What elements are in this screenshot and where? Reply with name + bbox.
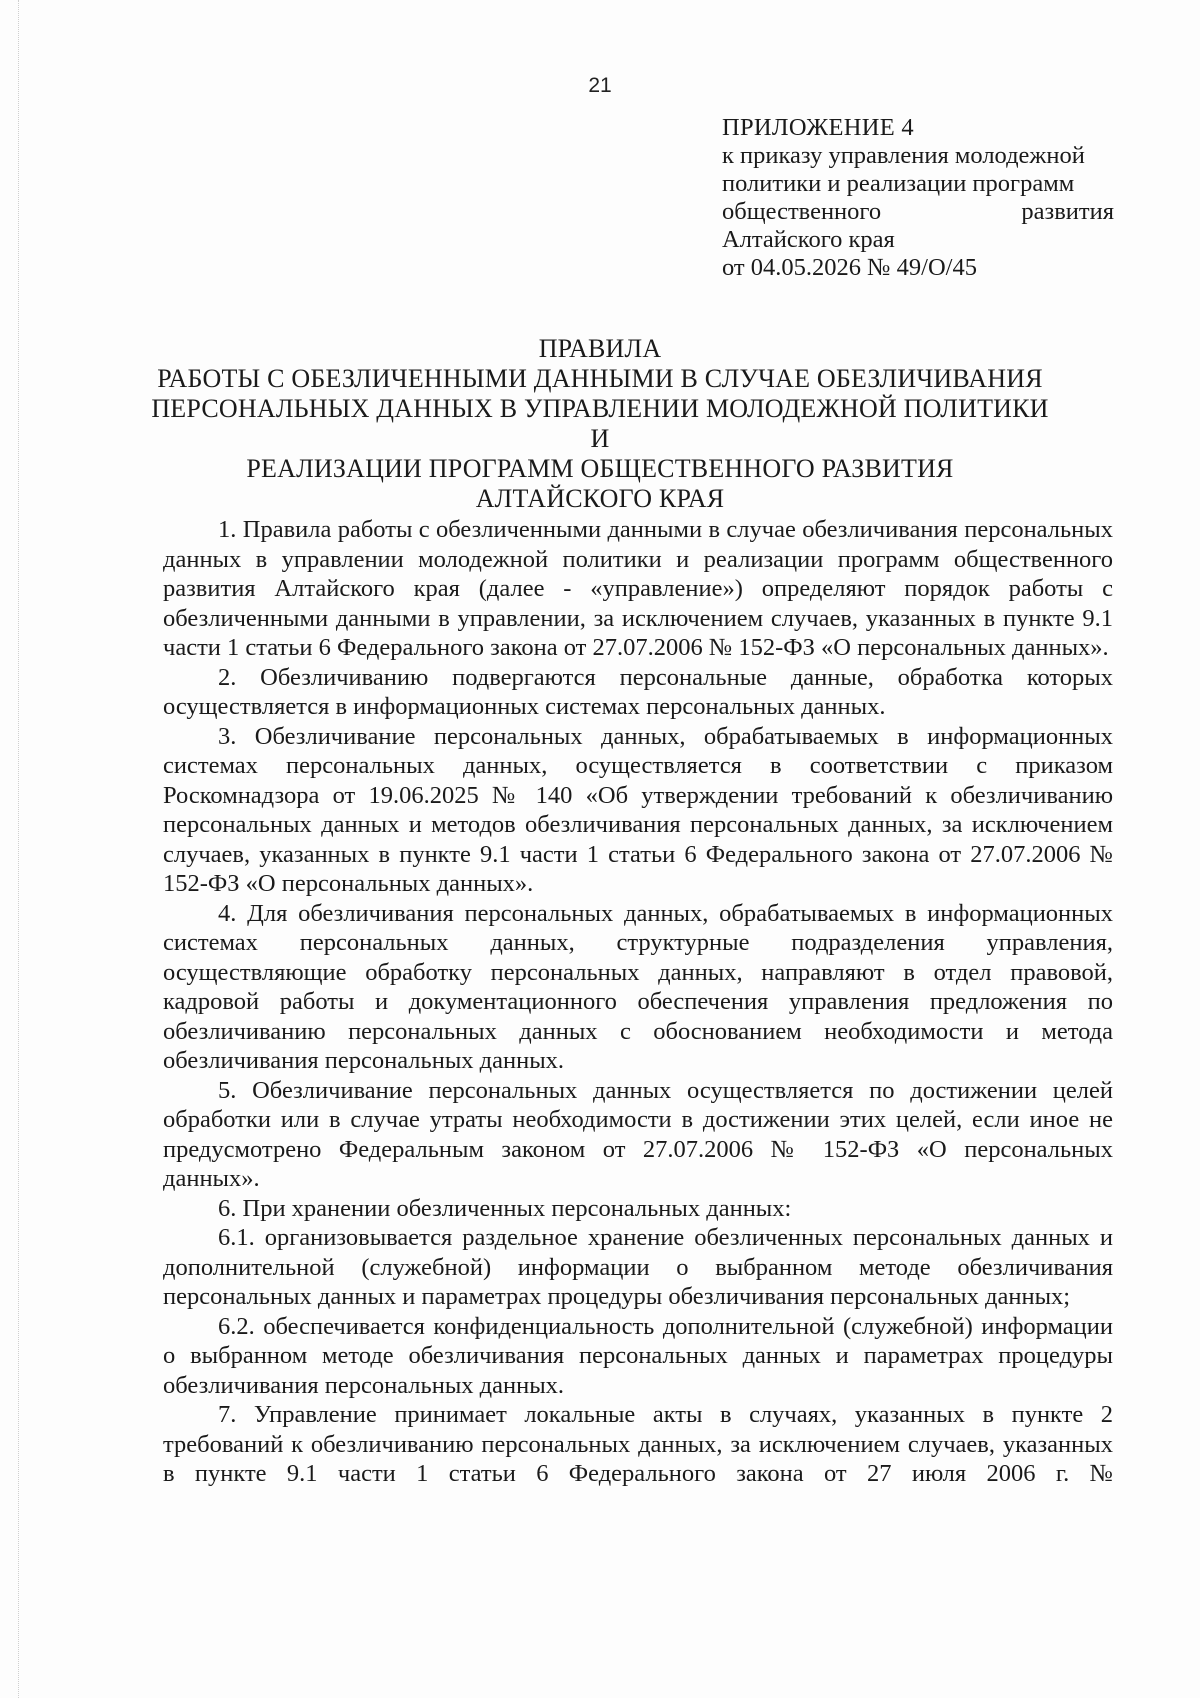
title-line: РАБОТЫ С ОБЕЗЛИЧЕННЫМИ ДАННЫМИ В СЛУЧАЕ ОБЕЗЛИЧИВАНИЯ [157, 364, 1043, 393]
paragraph-6-1: 6.1. организовывается раздельное хранение обезличенных персональных данных и дополнительной (служебной) информации о выбранном методе обезличивания персональных данных и параметрах процедуры обезличивания персональных данных; [163, 1224, 1113, 1310]
title-line: АЛТАЙСКОГО КРАЯ [475, 484, 725, 513]
paragraph-1: 1. Правила работы с обезличенными данными в случае обезличивания персональных данных в управлении молодежной политики и реализации программ общественного развития Алтайского края (далее - «управление») определяют порядок работы с обезличенными данными в управлении, за исключением случаев, указанных в пункте 9.1 части 1 статьи 6 Федерального закона от 27.07.2006 № 152-ФЗ «О персональных данных». [163, 516, 1113, 661]
title-line: ПРАВИЛА [538, 334, 662, 363]
paragraph-7: 7. Управление принимает локальные акты в случаях, указанных в пункте 2 требований к обезличиванию персональных данных, за исключением случаев, указанных в пункте 9.1 части 1 статьи 6 Федерального закона от 27 июля 2006 г. № [163, 1401, 1113, 1487]
paragraph-2: 2. Обезличиванию подвергаются персональные данные, обработка которых осуществляется в информационных системах персональных данных. [163, 663, 1113, 720]
appendix-date-number: от 04.05.2026 № 49/О/45 [722, 254, 977, 281]
appendix-line: Алтайского края [722, 226, 895, 253]
paragraph-3: 3. Обезличивание персональных данных, обрабатываемых в информационных системах персональных данных, осуществляется в соответствии с приказом Роскомнадзора от 19.06.2025 № 140 «Об утверждении требований к обезличиванию персональных данных и методов обезличивания персональных данных, за исключением случаев, указанных в пункте 9.1 части 1 статьи 6 Федерального закона от 27.07.2006 № 152-ФЗ «О персональных данных». [163, 722, 1113, 897]
paragraph-4: 4. Для обезличивания персональных данных, обрабатываемых в информационных системах персональных данных, структурные подразделения управления, осуществляющие обработку персональных данных, направляют в отдел правовой, кадровой работы и документационного обеспечения управления предложения по обезличиванию персональных данных с обоснованием необходимости и метода обезличивания персональных данных. [163, 899, 1113, 1074]
title-line: РЕАЛИЗАЦИИ ПРОГРАММ ОБЩЕСТВЕННОГО РАЗВИТИЯ [246, 454, 954, 483]
appendix-header [722, 114, 1114, 282]
appendix-label: ПРИЛОЖЕНИЕ 4 [722, 114, 914, 141]
paragraph-6: 6. При хранении обезличенных персональных данных: [218, 1194, 792, 1222]
paragraph-5: 5. Обезличивание персональных данных осуществляется по достижении целей обработки или в случае утраты необходимости в достижении этих целей, если иное не предусмотрено Федеральным законом от 27.07.2006 № 152-ФЗ «О персональных данных». [163, 1076, 1113, 1192]
appendix-line: политики и реализации программ [722, 170, 1075, 197]
document-body [163, 515, 1113, 1489]
appendix-line: к приказу управления молодежной [722, 142, 1085, 169]
appendix-line: общественного развития [722, 198, 1114, 225]
page-number: 21 [588, 74, 612, 97]
document-title [150, 334, 1050, 514]
paragraph-6-2: 6.2. обеспечивается конфиденциальность дополнительной (служебной) информации о выбранном методе обезличивания персональных данных и параметрах процедуры обезличивания персональных данных. [163, 1312, 1113, 1399]
title-line: ПЕРСОНАЛЬНЫХ ДАННЫХ В УПРАВЛЕНИИ МОЛОДЕЖНОЙ ПОЛИТИКИ И [151, 394, 1049, 453]
scan-edge-line [18, 0, 19, 1698]
